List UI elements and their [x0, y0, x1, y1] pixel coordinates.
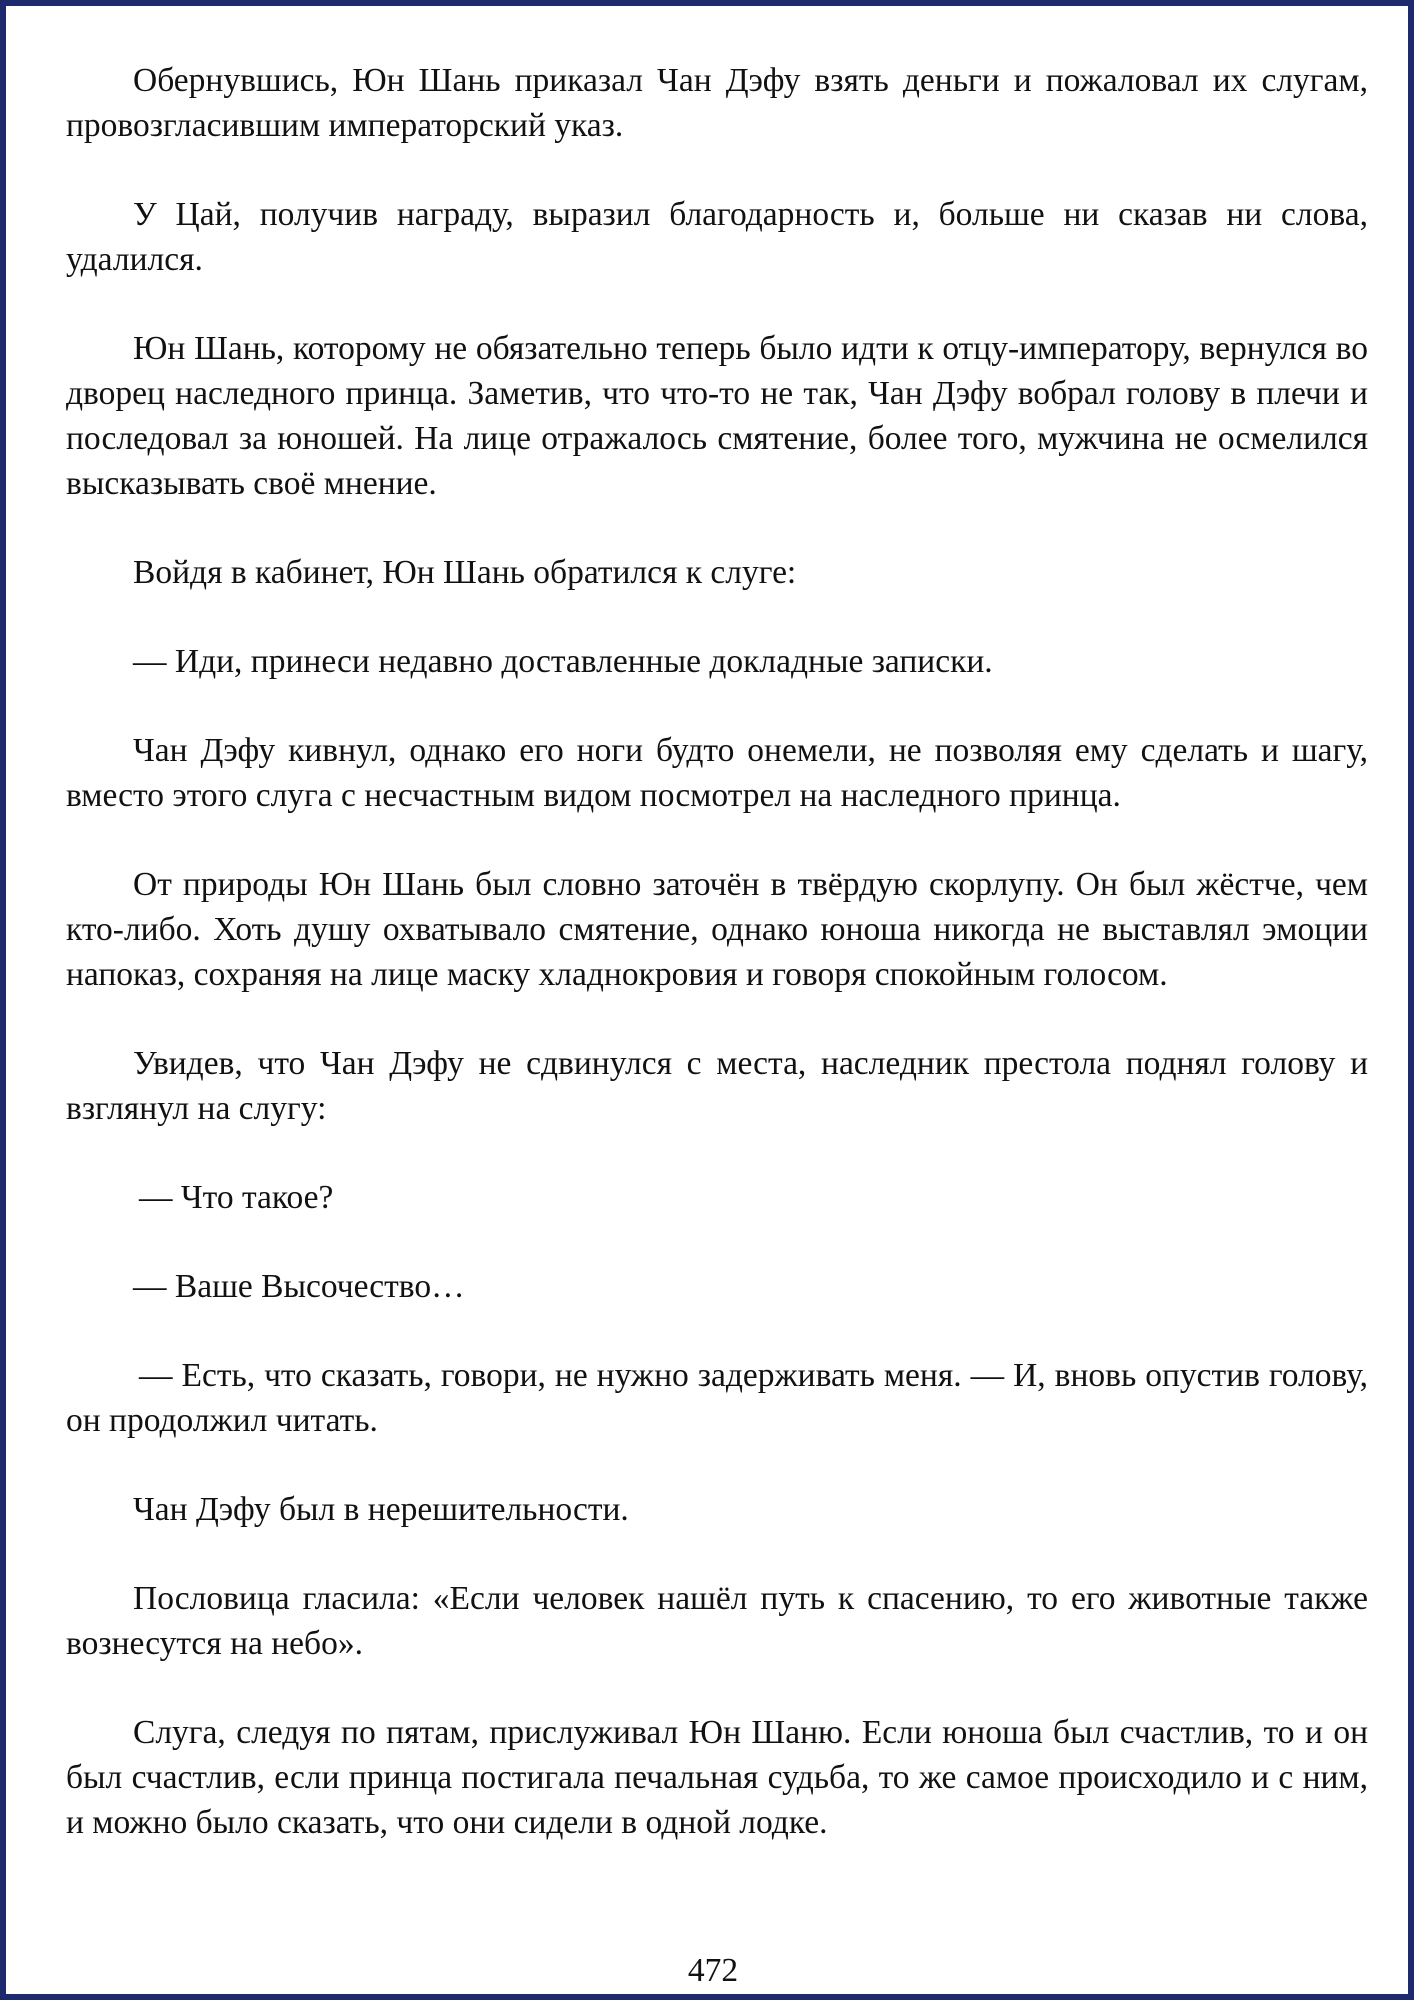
paragraph: У Цай, получив награду, выразил благодарность и, больше ни сказав ни слова, удалился.: [66, 196, 1368, 278]
paragraph: Юн Шань, которому не обязательно теперь было идти к отцу-императору, вернулся во дворец наследного принца. Заметив, что что-то не так, Чан Дэфу вобрал голову в плечи и последовал за юношей. На лице отражалось смятение, более того, мужчина не осмелился высказывать своё мнение.: [66, 330, 1368, 502]
paragraph: Чан Дэфу был в нерешительности.: [133, 1491, 629, 1528]
paragraph: Пословица гласила: «Если человек нашёл путь к спасению, то его животные также вознесутся на небо».: [66, 1580, 1368, 1662]
paragraph: Войдя в кабинет, Юн Шань обратился к слуге:: [133, 554, 797, 591]
paragraph: Слуга, следуя по пятам, прислуживал Юн Шаню. Если юноша был счастлив, то и он был счастлив, если принца постигала печальная судьба, то же самое происходило и с ним, и можно было сказать, что они сидели в одной лодке.: [66, 1714, 1368, 1841]
paragraph: Чан Дэфу кивнул, однако его ноги будто онемели, не позволяя ему сделать и шагу, вместо этого слуга с несчастным видом посмотрел на наследного принца.: [66, 732, 1368, 814]
paragraph: — Иди, принеси недавно доставленные докладные записки.: [133, 643, 993, 680]
page-number: 472: [687, 1952, 739, 1989]
paragraph: — Что такое?: [139, 1179, 334, 1216]
paragraph: Обернувшись, Юн Шань приказал Чан Дэфу взять деньги и пожаловал их слугам, провозгласившим императорский указ.: [66, 62, 1368, 144]
page-body: [66, 58, 1368, 1889]
paragraph: От природы Юн Шань был словно заточён в твёрдую скорлупу. Он был жёстче, чем кто-либо. Хоть душу охватывало смятение, однако юноша никогда не выставлял эмоции напоказ, сохраняя на лице маску хладнокровия и говоря спокойным голосом.: [66, 866, 1368, 993]
paragraph: — Ваше Высочество…: [133, 1268, 465, 1305]
paragraph: Увидев, что Чан Дэфу не сдвинулся с места, наследник престола поднял голову и взглянул на слугу:: [66, 1045, 1368, 1127]
paragraph: — Есть, что сказать, говори, не нужно задерживать меня. — И, вновь опустив голову, он продолжил читать.: [66, 1357, 1368, 1439]
